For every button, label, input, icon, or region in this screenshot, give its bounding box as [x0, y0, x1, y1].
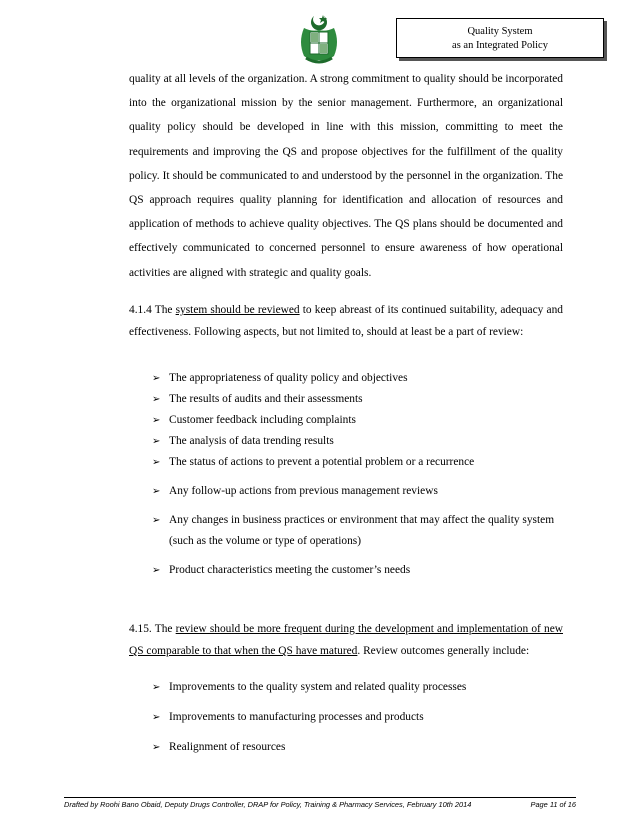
- state-emblem-icon: [294, 12, 344, 68]
- arrow-bullet-icon: ➢: [152, 515, 161, 526]
- list-item: ➢ The status of actions to prevent a potential problem or a recurrence: [152, 452, 572, 473]
- list-item: ➢ Customer feedback including complaints: [152, 410, 572, 431]
- list-item: ➢ The results of audits and their assessments: [152, 389, 572, 410]
- list-item: ➢ The analysis of data trending results: [152, 431, 572, 452]
- section-4-15-text: . Review outcomes generally include:: [357, 645, 530, 657]
- arrow-bullet-icon: ➢: [152, 682, 161, 693]
- list-item: ➢ Any changes in business practices or environment that may affect the quality system (such as the volume or type of operations): [152, 510, 572, 552]
- page-number: Page 11 of 16: [530, 800, 576, 809]
- review-outcomes-list: [152, 677, 572, 758]
- page-footer: [64, 800, 576, 809]
- section-4-15: [129, 618, 563, 662]
- section-4-1-4-number: 4.1.4 The: [129, 304, 176, 316]
- list-item: ➢ Improvements to the quality system and related quality processes: [152, 677, 572, 698]
- arrow-bullet-icon: ➢: [152, 436, 161, 447]
- list-item: ➢ Realignment of resources: [152, 737, 572, 758]
- document-header-box: [396, 18, 604, 58]
- arrow-bullet-icon: ➢: [152, 373, 161, 384]
- arrow-bullet-icon: ➢: [152, 457, 161, 468]
- list-item: ➢ Product characteristics meeting the customer’s needs: [152, 560, 572, 581]
- arrow-bullet-icon: ➢: [152, 742, 161, 753]
- header-title-line1: Quality System: [467, 26, 533, 37]
- review-aspects-list: [152, 368, 572, 581]
- section-4-15-underlined: review should be more frequent during the development and implementation of new QS comparable to that when the QS have matured: [129, 623, 563, 657]
- list-item: ➢ Any follow-up actions from previous management reviews: [152, 481, 572, 502]
- section-4-15-number: 4.15. The: [129, 623, 176, 635]
- arrow-bullet-icon: ➢: [152, 712, 161, 723]
- header-title-line2: as an Integrated Policy: [452, 40, 548, 51]
- section-4-1-4: [129, 299, 563, 343]
- section-4-1-4-text: to keep abreast of its continued suitability, adequacy and effectiveness. Following aspects, but not limited to, should at least be a part of review:: [129, 304, 563, 338]
- arrow-bullet-icon: ➢: [152, 486, 161, 497]
- section-4-1-4-underlined: system should be reviewed: [175, 304, 300, 316]
- arrow-bullet-icon: ➢: [152, 415, 161, 426]
- footer-divider: [64, 797, 576, 798]
- intro-paragraph: quality at all levels of the organization. A strong commitment to quality should be incorporated into the organizational mission by the senior management. Furthermore, an organizational quality policy should be developed in line with this mission, committing to meet the requirements and improving the QS and propose objectives for the fulfillment of the quality policy. It should be communicated to and understood by the personnel in the organization. The QS approach requires quality planning for identification and allocation of resources and application of methods to achieve quality objectives. The QS plans should be documented and effectively communicated to concerned personnel to ensure awareness of how operational activities are aligned with strategic and quality goals.: [129, 73, 563, 279]
- list-item: ➢ Improvements to manufacturing processes and products: [152, 707, 572, 728]
- arrow-bullet-icon: ➢: [152, 394, 161, 405]
- arrow-bullet-icon: ➢: [152, 565, 161, 576]
- footer-attribution: Drafted by Roohi Bano Obaid, Deputy Drugs Controller, DRAP for Policy, Training & Pharmacy Services, February 10th 2014: [64, 800, 472, 809]
- list-item: ➢ The appropriateness of quality policy and objectives: [152, 368, 572, 389]
